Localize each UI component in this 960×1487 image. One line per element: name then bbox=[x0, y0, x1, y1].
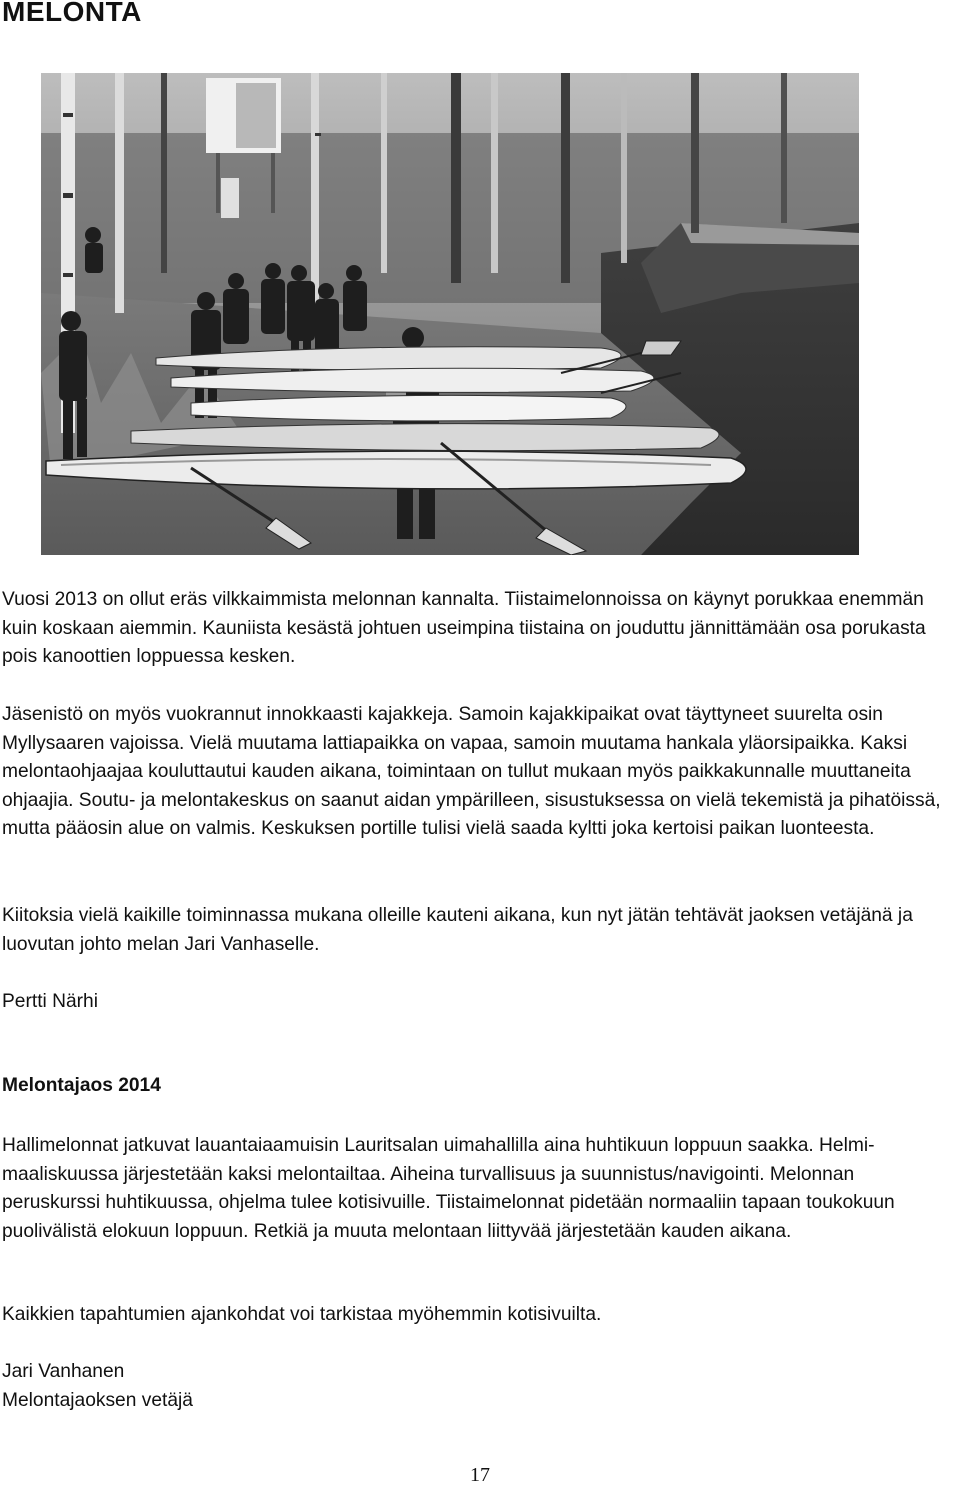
paragraph-1 bbox=[2, 586, 957, 672]
paragraph-3-text: Kiitoksia vielä kaikille toiminnassa mukana olleille kauteni aikana, kun nyt jätän tehtävät jaoksen vetäjänä ja luovutan johto melan Jari Vanhaselle. bbox=[2, 905, 913, 955]
paragraph-1-text: Vuosi 2013 on ollut eräs vilkkaimmista melonnan kannalta. Tiistaimelonnoissa on käynyt porukkaa enemmän kuin koskaan aiemmin. Kauniista kesästä johtuen useimpina tiistaina on jouduttu jännittämään osa porukasta pois kanoottien loppuessa kesken. bbox=[2, 589, 926, 668]
paragraph-2 bbox=[2, 701, 957, 844]
page-title: MELONTA bbox=[2, 0, 142, 27]
signature-2 bbox=[2, 1358, 957, 1415]
signature-1-text: Pertti Närhi bbox=[2, 991, 98, 1012]
page-number: 17 bbox=[470, 1464, 490, 1486]
paragraph-5 bbox=[2, 1301, 957, 1330]
paragraph-3 bbox=[2, 902, 957, 959]
signature-2-name: Jari Vanhanen bbox=[2, 1361, 125, 1382]
paragraph-4 bbox=[2, 1132, 957, 1246]
paragraph-4-text: Hallimelonnat jatkuvat lauantaiaamuisin Lauritsalan uimahallilla aina huhtikuun loppuun saakka. Helmi-maaliskuussa järjestetään kaksi melontailtaa. Aiheina turvallisuus ja suunnistus/navigointi. Melonnan peruskurssi huhtikuussa, ohjelma tulee kotisivuille. Tiistaimelonnat pidetään normaaliin tapaan toukokuun puolivälistä elokuun loppuun. Retkiä ja muuta melontaan liittyvää järjestetään kauden aikana. bbox=[2, 1135, 895, 1242]
paragraph-5-text: Kaikkien tapahtumien ajankohdat voi tarkistaa myöhemmin kotisivuilta. bbox=[2, 1304, 602, 1325]
section-heading-2014: Melontajaos 2014 bbox=[2, 1075, 161, 1096]
signature-2-role: Melontajaoksen vetäjä bbox=[2, 1389, 193, 1411]
paragraph-2-text: Jäsenistö on myös vuokrannut innokkaasti kajakkeja. Samoin kajakkipaikat ovat täyttyneet suurelta osin Myllysaaren vajoissa. Vielä muutama lattiapaikka on vapaa, samoin muutama hankala yläorsipaikka. Kaksi melontaohjaajaa kouluttautui kauden aikana, toimintaan on tullut mukaan myös paikkakunnalle muuttaneita ohjaajia. Soutu- ja melontakeskus on saanut aidan ympärilleen, sisustuksessa on vielä tekemistä ja pihatöissä, mutta pääosin alue on valmis. Keskuksen portille tulisi vielä saada kyltti joka kertoisi paikan luonteesta. bbox=[2, 704, 941, 840]
kayak-photo bbox=[41, 73, 859, 555]
signature-1 bbox=[2, 988, 957, 1017]
